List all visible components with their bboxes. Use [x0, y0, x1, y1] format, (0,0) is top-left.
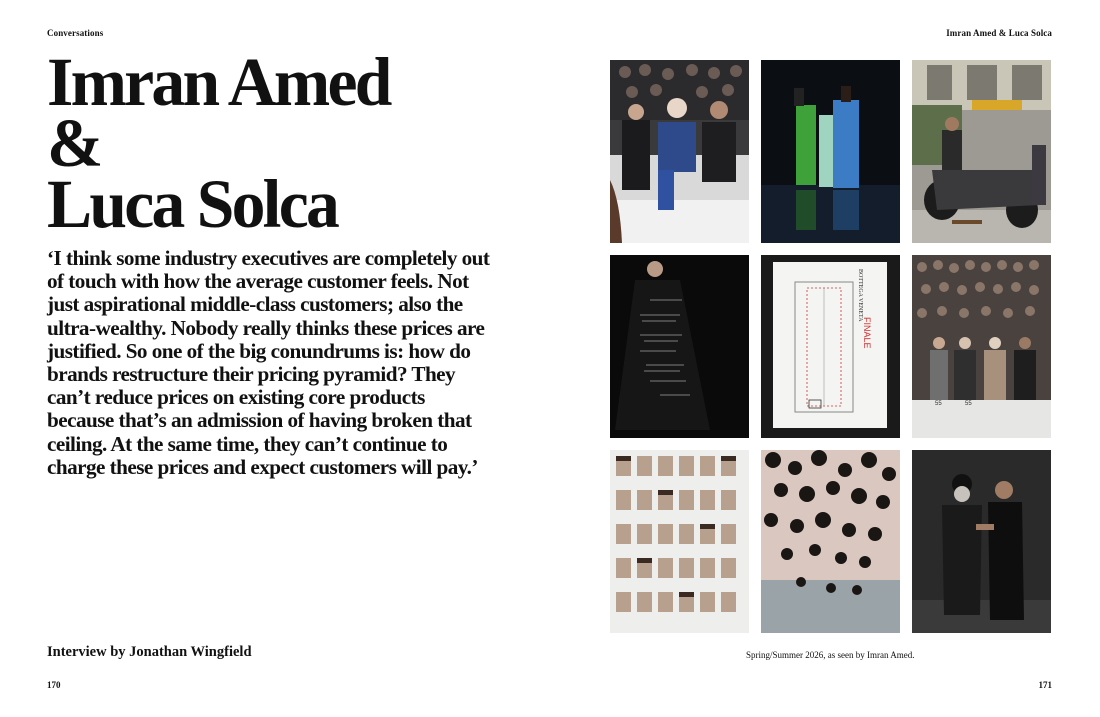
- running-title: Imran Amed & Luca Solca: [946, 28, 1052, 38]
- photo-casting-board: [610, 450, 749, 633]
- section-label: Conversations: [47, 28, 104, 38]
- photo-seating-plan: [761, 255, 900, 438]
- photo-grid: [610, 60, 1052, 633]
- seat-number-left: 55: [935, 401, 942, 407]
- title-line-1: Imran Amed: [47, 44, 390, 120]
- photo-black-text-dress: [610, 255, 749, 438]
- pull-quote: ‘I think some industry executives are completely out of touch with how the average customer feels. Not just aspirational middle-class customers; also the ultra-wealthy. Nobody really thinks these prices are justified. So one of the big conundrums is: how do brands restructure their pricing pyramid? They can’t reduce prices on existing core products because that’s an admission of having broken that ceiling. At the same time, they can’t continue to charge these prices and expect customers will pay.’: [47, 246, 490, 479]
- photo-front-row-crowd: [912, 255, 1051, 438]
- page-number-left: 170: [47, 680, 61, 690]
- title-line-2: &: [47, 105, 101, 181]
- photo-runway-suits: [761, 60, 900, 243]
- photo-overhead-crowd: [761, 450, 900, 633]
- seating-plan-finale: FINALE: [862, 317, 872, 349]
- title-line-3: Luca Solca: [47, 166, 338, 242]
- seat-number-right: 55: [965, 401, 972, 407]
- photo-front-row-audience: [610, 60, 749, 243]
- page-number-right: 171: [1038, 680, 1052, 690]
- byline: Interview by Jonathan Wingfield: [47, 644, 252, 660]
- photo-street-motorbike: [912, 60, 1051, 243]
- seating-plan-brand: BOTTEGA VENETA: [857, 269, 863, 322]
- photo-caption: Spring/Summer 2026, as seen by Imran Amed.: [746, 650, 915, 660]
- photo-backstage-pair: [912, 450, 1051, 633]
- article-title: [47, 44, 390, 242]
